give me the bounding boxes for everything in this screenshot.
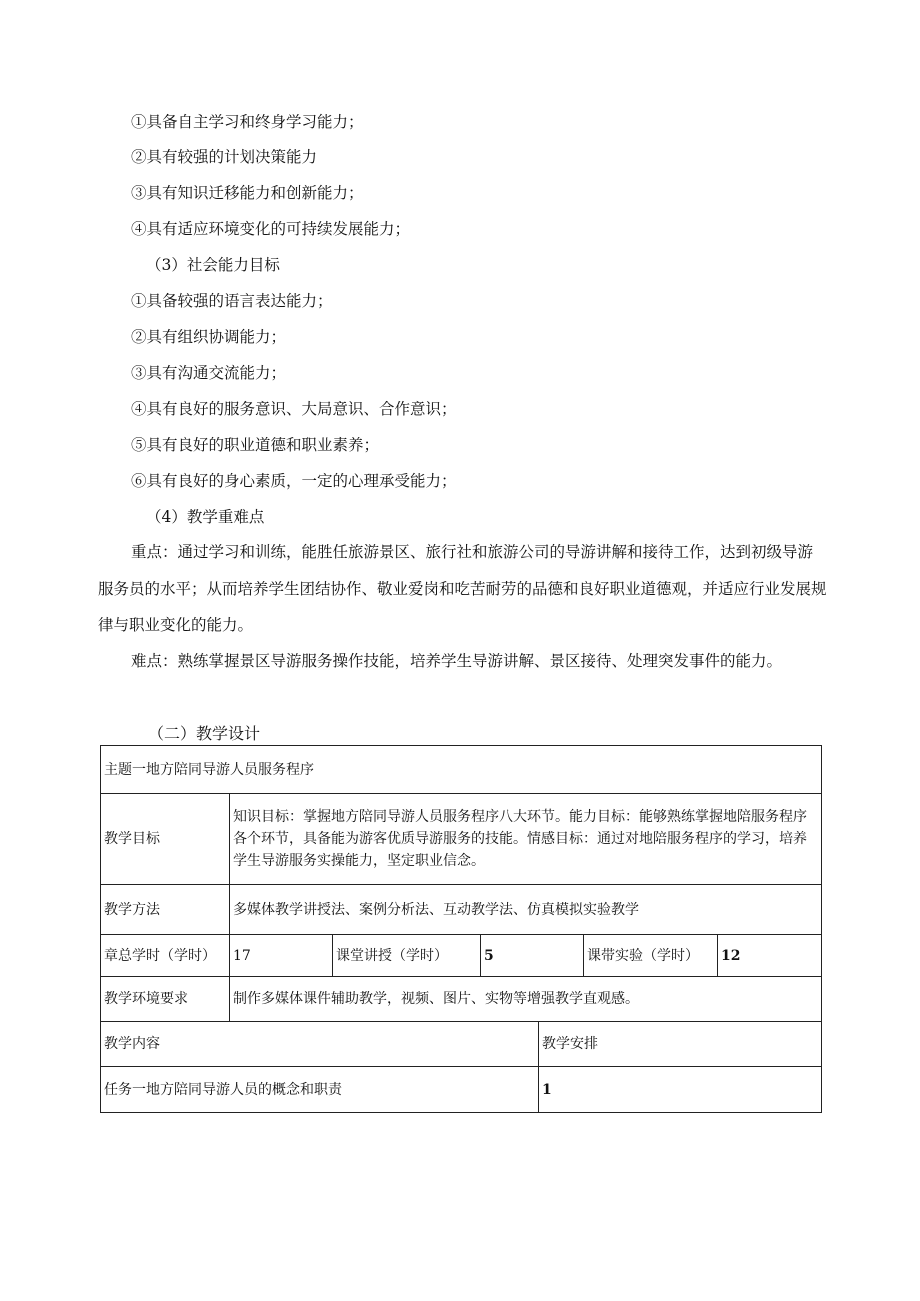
topic-cell: 主题一地方陪同导游人员服务程序 [101, 746, 822, 794]
key-point-difficulty: 难点：熟练掌握景区导游服务操作技能，培养学生导游讲解、景区接待、处理突发事件的能力。 [131, 652, 783, 670]
social-goal-4: ④具有良好的服务意识、大局意识、合作意识； [131, 400, 457, 418]
social-goal-1: ①具备较强的语言表达能力； [131, 292, 333, 310]
task-1-content: 任务一地方陪同导游人员的概念和职责 [101, 1067, 539, 1113]
key-points-heading: （4）教学重难点 [146, 508, 265, 526]
teaching-design-table [100, 745, 822, 1113]
method-label: 教学方法 [101, 885, 230, 935]
schedule-header: 教学安排 [539, 1022, 822, 1067]
task-1-hours: 1 [539, 1067, 822, 1113]
key-point-focus: 重点：通过学习和训练，能胜任旅游景区、旅行社和旅游公司的导游讲解和接待工作，达到初级导游服务员的水平；从而培养学生团结协作、敬业爱岗和吃苦耐劳的品德和良好职业道德观，并适应行业发展规律与职业变化的能力。 [98, 543, 827, 634]
method-text: 多媒体教学讲授法、案例分析法、互动教学法、仿真模拟实验教学 [230, 885, 822, 935]
table-row-topic [101, 746, 822, 794]
lab-hours-label: 课带实验（学时） [584, 935, 718, 977]
table-row-method [101, 885, 822, 935]
ability-goal-2: ②具有较强的计划决策能力 [131, 148, 318, 166]
ability-goal-1: ①具备自主学习和终身学习能力； [131, 113, 364, 131]
objective-text: 知识目标：掌握地方陪同导游人员服务程序八大环节。能力目标：能够熟练掌握地陪服务程序各个环节，具备能为游客优质导游服务的技能。情感目标：通过对地陪服务程序的学习，培养学生导游服务实操能力，坚定职业信念。 [230, 794, 822, 885]
table-row-hours [101, 935, 822, 977]
table-row-environment [101, 977, 822, 1022]
social-goal-5: ⑤具有良好的职业道德和职业素养； [131, 436, 380, 454]
ability-goal-4: ④具有适应环境变化的可持续发展能力； [131, 220, 411, 238]
social-goal-6: ⑥具有良好的身心素质，一定的心理承受能力； [131, 472, 457, 490]
lecture-hours-value: 5 [481, 935, 584, 977]
content-header: 教学内容 [101, 1022, 539, 1067]
social-goal-3: ③具有沟通交流能力； [131, 364, 287, 382]
lab-hours-value: 12 [718, 935, 822, 977]
env-label: 教学环境要求 [101, 977, 230, 1022]
total-hours-label: 章总学时（学时） [101, 935, 230, 977]
social-goals-heading: （3）社会能力目标 [146, 256, 280, 274]
section-title-teaching-design: （二）教学设计 [148, 724, 261, 743]
objective-label: 教学目标 [101, 794, 230, 885]
table-row-objective [101, 794, 822, 885]
lecture-hours-label: 课堂讲授（学时） [333, 935, 481, 977]
table-row-content-header [101, 1022, 822, 1067]
social-goal-2: ②具有组织协调能力； [131, 328, 287, 346]
ability-goal-3: ③具有知识迁移能力和创新能力； [131, 184, 364, 202]
table-row-task-1 [101, 1067, 822, 1113]
total-hours-value: 17 [230, 935, 333, 977]
env-text: 制作多媒体课件辅助教学，视频、图片、实物等增强教学直观感。 [230, 977, 822, 1022]
